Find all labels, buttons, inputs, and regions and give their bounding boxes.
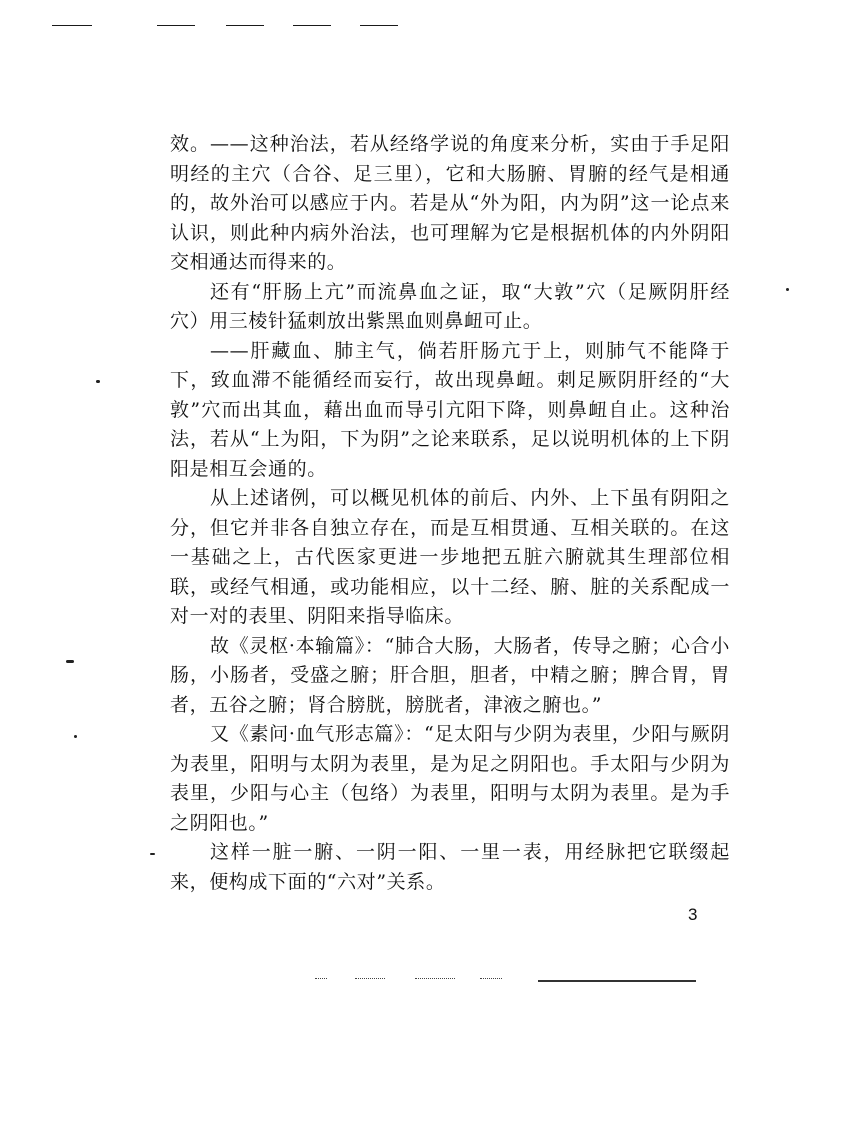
scan-mark: [415, 978, 455, 979]
body-text: [170, 130, 730, 897]
scan-speck: [66, 660, 74, 663]
header-rule: [52, 25, 92, 26]
paragraph: 还有“肝肠上亢”而流鼻血之证，取“大敦”穴（足厥阴肝经穴）用三棱针猛刺放出紫黑血则鼻衄可止。: [170, 280, 730, 332]
paragraph: ——肝藏血、肺主气，倘若肝肠亢于上，则肺气不能降于下，致血滞不能循经而妄行，故出现鼻衄。刺足厥阴肝经的“大敦”穴而出其血，藉出血而导引亢阳下降，则鼻衄自止。这种治法，若从“上为阳，下为阴”之论来联系，足以说明机体的上下阴阳是相互会通的。: [170, 339, 730, 480]
header-rule: [226, 25, 264, 26]
header-rule: [293, 25, 331, 26]
page-number: 3: [688, 905, 698, 924]
scan-speck: [786, 288, 789, 291]
header-rule: [360, 25, 398, 26]
scan-speck: [150, 853, 155, 855]
paragraph: 这样一脏一腑、一阴一阳、一里一表，用经脉把它联缀起来，便构成下面的“六对”关系。: [170, 841, 730, 893]
scan-line: [538, 980, 696, 982]
header-rule: [157, 25, 195, 26]
paragraph: 从上述诸例，可以概见机体的前后、内外、上下虽有阴阳之分，但它并非各自独立存在，而是互相贯通、互相关联的。在这一基础之上，古代医家更进一步地把五脏六腑就其生理部位相联，或经气相通，或功能相应，以十二经、腑、脏的关系配成一对一对的表里、阴阳来指导临床。: [170, 487, 730, 627]
scan-speck: [96, 380, 100, 383]
paragraph: 故《灵枢·本输篇》：“肺合大肠，大肠者，传导之腑；心合小肠，小肠者，受盛之腑；肝合胆，胆者，中精之腑；脾合胃，胃者，五谷之腑；肾合膀胱，膀胱者，津液之腑也。”: [170, 634, 730, 716]
paragraph: 又《素问·血气形志篇》：“足太阳与少阴为表里，少阳与厥阴为表里，阳明与太阴为表里，是为足之阴阳也。手太阳与少阴为表里，少阳与心主（包络）为表里，阳明与太阴为表里。是为手之阴阳也。”: [170, 723, 730, 834]
scan-mark: [315, 978, 327, 979]
scan-mark: [480, 978, 502, 979]
scan-speck: [74, 735, 77, 738]
paragraph: 效。——这种治法，若从经络学说的角度来分析，实由于手足阳明经的主穴（合谷、足三里），它和大肠腑、胃腑的经气是相通的，故外治可以感应于内。若是从“外为阳，内为阴”这一论点来认识，则此种内病外治法，也可理解为它是根据机体的内外阴阳交相通达而得来的。: [170, 133, 730, 273]
scan-mark: [355, 978, 385, 979]
